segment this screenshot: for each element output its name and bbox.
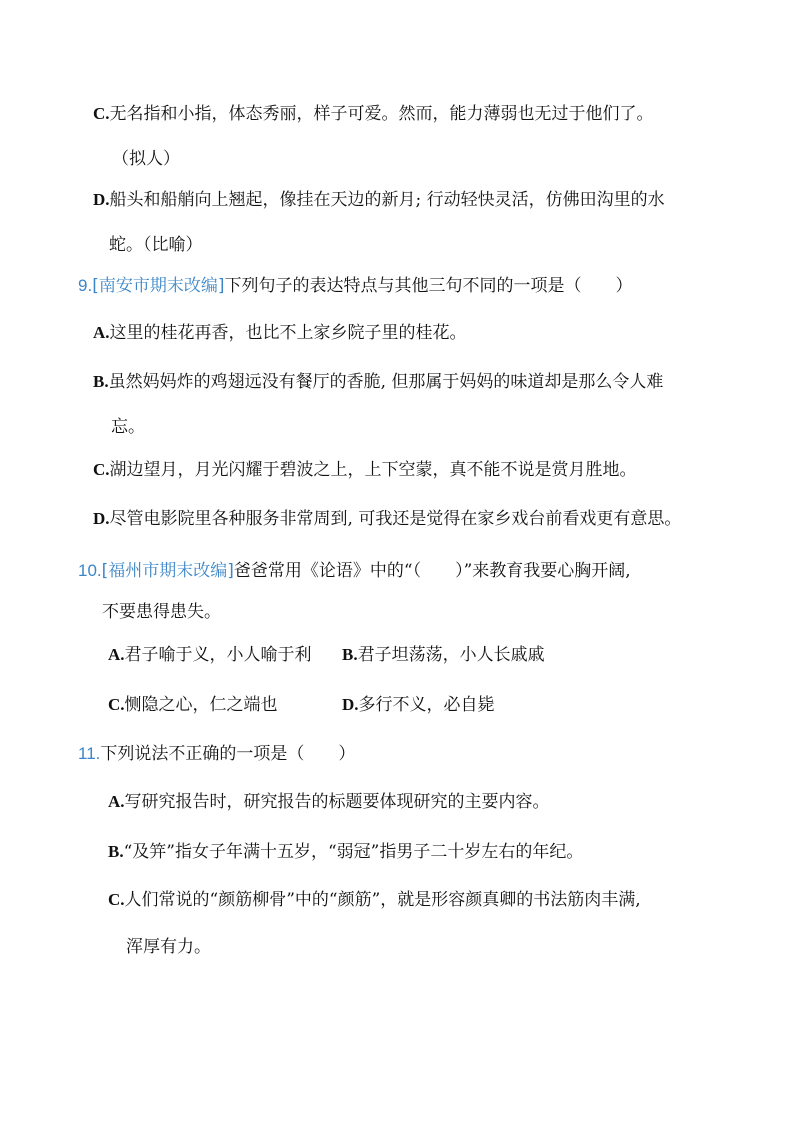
question-number: 9. xyxy=(78,276,93,295)
question-text: 下列说法不正确的一项是（ ） xyxy=(100,744,356,764)
option-label: C. xyxy=(93,104,110,123)
q8-option-c xyxy=(93,102,654,126)
option-label: A. xyxy=(108,645,125,664)
q9-option-b xyxy=(93,370,663,394)
option-label: B. xyxy=(108,842,124,861)
question-text-continuation: 不要患得患失。 xyxy=(102,602,221,622)
option-label: C. xyxy=(93,460,110,479)
q10-option-d xyxy=(342,693,495,717)
q11-stem xyxy=(78,742,355,766)
option-label: D. xyxy=(93,509,110,528)
q10-option-a xyxy=(108,643,312,667)
option-label: A. xyxy=(108,792,125,811)
question-text: 下列句子的表达特点与其他三句不同的一项是（ ） xyxy=(224,276,633,296)
q9-stem xyxy=(78,274,632,298)
q8-option-d-continuation xyxy=(109,233,203,257)
option-text: 人们常说的“颜筋柳骨”中的“颜筋”，就是形容颜真卿的书法筋肉丰满, xyxy=(124,890,641,910)
option-text: 无名指和小指，体态秀丽，样子可爱。然而，能力薄弱也无过于他们了。 xyxy=(109,104,654,124)
q9-option-d xyxy=(93,507,681,531)
option-text: 君子喻于义，小人喻于利 xyxy=(124,645,312,665)
option-label: C. xyxy=(108,695,125,714)
option-text-continuation: 浑厚有力。 xyxy=(126,937,211,957)
q11-option-c-continuation xyxy=(126,935,211,959)
q11-option-a xyxy=(108,790,550,814)
option-label: C. xyxy=(108,890,125,909)
option-text-continuation: （拟人） xyxy=(112,149,180,169)
q10-option-b xyxy=(342,643,545,667)
option-text: “及笄”指女子年满十五岁，“弱冠”指男子二十岁左右的年纪。 xyxy=(123,842,584,862)
q10-stem-continuation xyxy=(102,600,221,624)
question-number: 11. xyxy=(78,744,101,763)
option-label: D. xyxy=(93,190,110,209)
option-text: 湖边望月，月光闪耀于碧波之上，上下空蒙，真不能不说是赏月胜地。 xyxy=(109,460,637,480)
option-text-continuation: 忘。 xyxy=(111,417,145,437)
option-text: 这里的桂花再香，也比不上家乡院子里的桂花。 xyxy=(109,323,467,343)
option-text: 恻隐之心，仁之端也 xyxy=(124,695,278,715)
q9-option-a xyxy=(93,321,467,345)
q11-option-c xyxy=(108,888,641,912)
q9-option-b-continuation xyxy=(111,415,145,439)
question-source: [南安市期末改编] xyxy=(92,276,225,296)
question-text: 爸爸常用《论语》中的“（ ）”来教育我要心胸开阔, xyxy=(233,561,631,581)
option-label: B. xyxy=(342,645,358,664)
option-text: 船头和船艄向上翘起，像挂在天边的新月; 行动轻快灵活，仿佛田沟里的水 xyxy=(109,190,665,210)
option-text: 多行不义，必自毙 xyxy=(358,695,495,715)
q11-option-b xyxy=(108,840,583,864)
option-text: 尽管电影院里各种服务非常周到, 可我还是觉得在家乡戏台前看戏更有意思。 xyxy=(109,509,682,529)
q9-option-c xyxy=(93,458,637,482)
option-label: A. xyxy=(93,323,110,342)
q8-option-c-continuation xyxy=(112,147,180,171)
option-label: B. xyxy=(93,372,109,391)
question-source: [福州市期末改编] xyxy=(101,561,234,581)
option-text-continuation: 蛇。（比喻） xyxy=(109,235,203,255)
option-text: 虽然妈妈炸的鸡翅远没有餐厅的香脆, 但那属于妈妈的味道却是那么令人难 xyxy=(108,372,664,392)
option-text: 写研究报告时，研究报告的标题要体现研究的主要内容。 xyxy=(124,792,550,812)
q10-stem xyxy=(78,559,631,583)
q10-option-c xyxy=(108,693,278,717)
option-text: 君子坦荡荡，小人长戚戚 xyxy=(357,645,545,665)
question-number: 10. xyxy=(78,561,102,580)
option-label: D. xyxy=(342,695,359,714)
q8-option-d xyxy=(93,188,665,212)
